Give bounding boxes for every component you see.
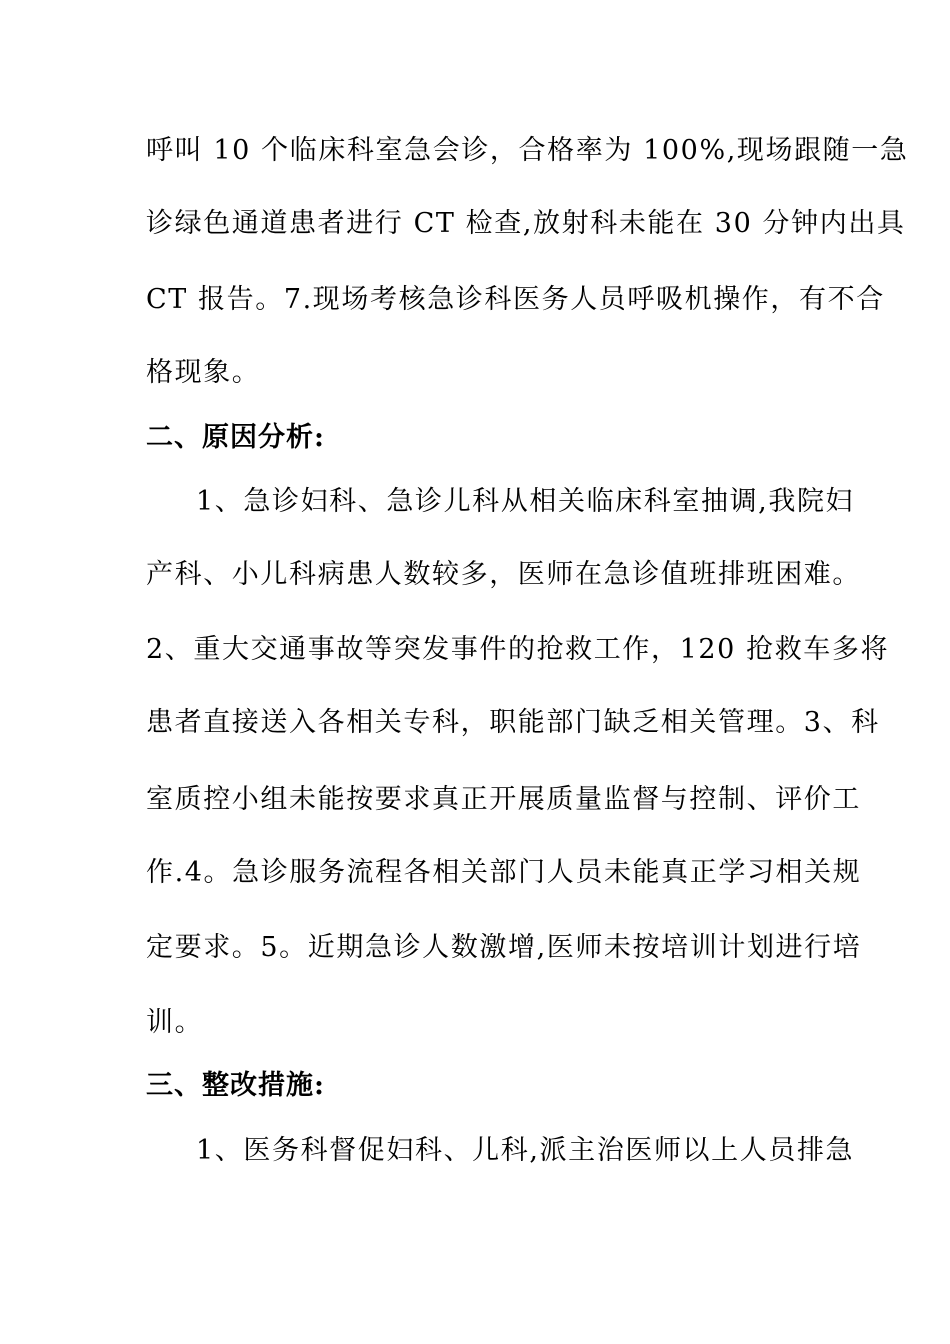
text-line: 定要求。5。近期急诊人数激增,医师未按培训计划进行培 xyxy=(146,932,862,963)
text-line: 产科、小儿科病患人数较多，医师在急诊值班排班困难。 xyxy=(146,559,861,590)
section-heading-rectification: 三、整改措施: xyxy=(146,1070,325,1101)
text-line: 1、急诊妇科、急诊儿科从相关临床科室抽调,我院妇 xyxy=(196,486,855,517)
text-line: 作.4。急诊服务流程各相关部门人员未能真正学习相关规 xyxy=(146,857,862,888)
text-line: 室质控小组未能按要求真正开展质量监督与控制、评价工 xyxy=(146,784,861,815)
text-line: 患者直接送入各相关专科，职能部门缺乏相关管理。3、科 xyxy=(146,707,880,738)
text-line: CT 报告。7.现场考核急诊科医务人员呼吸机操作，有不合 xyxy=(146,284,885,315)
section-heading-cause-analysis: 二、原因分析: xyxy=(146,422,325,453)
text-line: 诊绿色通道患者进行 CT 检查,放射科未能在 30 分钟内出具 xyxy=(146,208,906,239)
text-line: 训。 xyxy=(146,1007,204,1038)
text-line: 1、医务科督促妇科、儿科,派主治医师以上人员排急 xyxy=(196,1135,855,1166)
text-line: 格现象。 xyxy=(146,357,261,388)
text-line: 2、重大交通事故等突发事件的抢救工作，120 抢救车多将 xyxy=(146,634,890,665)
text-line: 呼叫 10 个临床科室急会诊，合格率为 100%,现场跟随一急 xyxy=(146,135,909,166)
